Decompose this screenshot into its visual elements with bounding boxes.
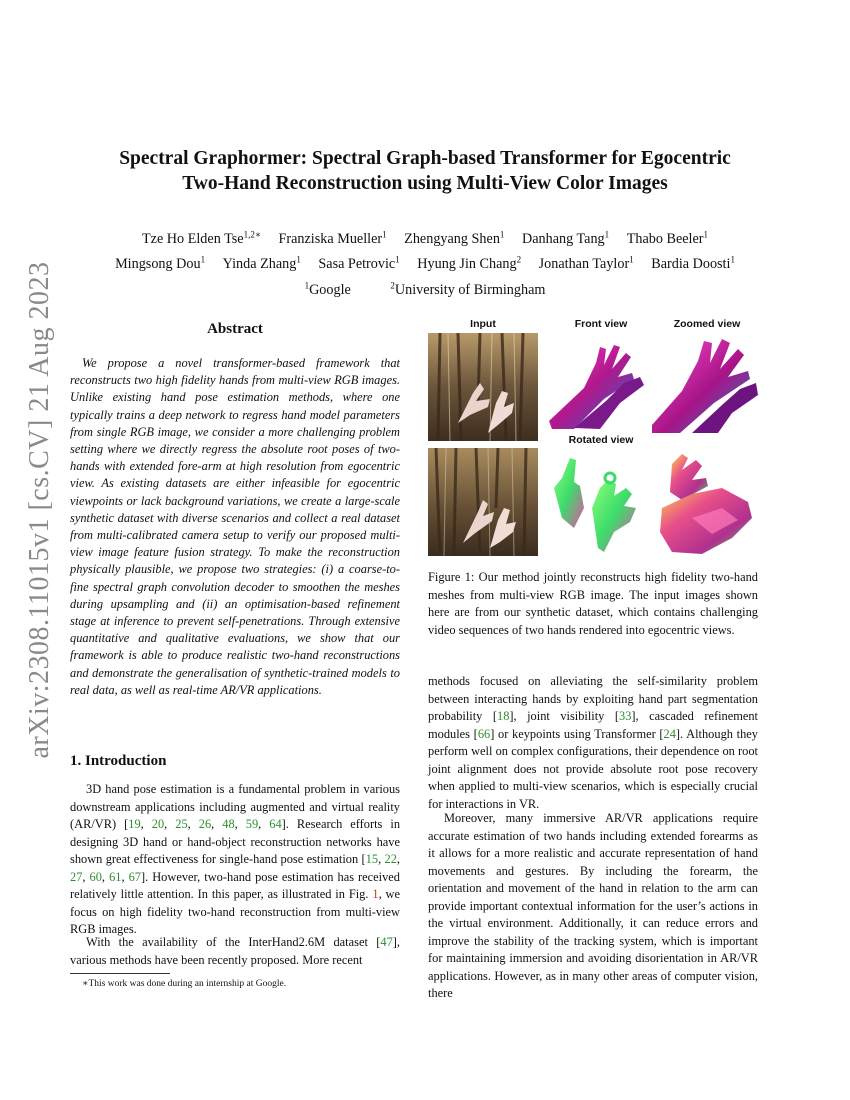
author-block (60, 224, 790, 301)
citation-link[interactable]: 67 (128, 869, 141, 884)
input-image-1 (428, 333, 538, 441)
label-input: Input (470, 318, 496, 330)
citation-link[interactable]: 64 (269, 817, 282, 831)
affiliation: $^1$Google (304, 280, 351, 299)
mesh-zoomed-view (652, 333, 758, 433)
mesh-rotated-view-2 (652, 448, 758, 556)
right-paragraph-2: Moreover, many immersive AR/VR applications require accurate estimation of two hands including extended forearms as it allows for a more realistic and accurate representation of hand movements and gestures. By including the forearm, the orientation and movement of the hand in relation to the arm can provide important contextual information for the user’s actions in the virtual environment. Additionally, it can reduce errors and improve the stability of the tracking system, which is important for maintaining immersion and avoiding disorientation in AR/VR applications. However, as in many other areas of computer vision, there (428, 811, 758, 1000)
citation-link[interactable]: 48 (222, 817, 235, 831)
author: Zhengyang Shen$^1$ (404, 229, 505, 247)
affiliations (60, 275, 790, 301)
citation-link[interactable]: 15 (365, 852, 379, 866)
authors-line-2 (60, 250, 790, 276)
mesh-front-view (544, 333, 649, 433)
right-paragraph-1: methods focused on alleviating the self-similarity problem between interacting hands by exploiting hand part segmentation probability [18], joint visibility [33], cascaded refinement modules [66] or keypoints using Transformer [24]. Although they perform well on complex configurations, their dependence on root joint alignment does not provide absolute root pose recovery when applied to multi-view scenarios, which is especially crucial for interactions in VR. (428, 674, 758, 811)
author: Thabo Beeler$^1$ (626, 229, 708, 247)
mesh-rotated-view-1 (544, 448, 649, 556)
label-front-view: Front view (574, 318, 628, 330)
author: Tze Ho Elden Tse$^{1,2∗}$ (142, 229, 261, 247)
citation-link[interactable]: 22 (384, 852, 397, 866)
input-image-2 (428, 448, 538, 556)
title-line-2: Two-Hand Reconstruction using Multi-View Color Images (182, 173, 668, 194)
author: Mingsong Dou$^1$ (115, 254, 206, 273)
citation-link[interactable]: 47 (380, 935, 393, 949)
author: Yinda Zhang$^1$ (222, 254, 301, 273)
arxiv-identifier-text: arXiv:2308.11015v1 [cs.CV] 21 Aug 2023 (24, 261, 55, 759)
affiliation: $^2$University of Birmingham (390, 280, 546, 299)
author: Franziska Mueller$^1$ (278, 229, 387, 247)
citation-link[interactable]: 18 (497, 709, 510, 723)
authors-line-1 (60, 224, 790, 250)
arxiv-identifier (20, 230, 60, 790)
label-rotated-view: Rotated view (568, 434, 634, 446)
abstract-text: We propose a novel transformer-based framework that reconstructs two high fidelity hands from multi-view RGB images. Unlike existing hand pose estimation methods, where one typically trains a deep network to regress hand model parameters from single RGB image, we consider a more challenging problem setting where we directly regress the absolute root poses of two-hands with extended fore-arm at high resolution from egocentric view. As existing datasets are either infeasible for egocentric viewpoints or lack background variations, we create a large-scale synthetic dataset with diverse scenarios and collect a real dataset from multi-calibrated camera setup to verify our proposed multi-view image feature fusion strategy. To make the reconstruction physically plausible, we propose two strategies: (i) a coarse-to-fine spectral graph convolution decoder to smoothen the meshes during upsampling and (ii) an optimisation-based refinement stage at inference to prevent self-penetrations. Through extensive quantitative and qualitative evaluations, we show that our framework is able to produce realistic two-hand reconstructions and demonstrate the generalisation of synthetic-trained models to real data, as well as real-time AR/VR applications. (70, 356, 400, 697)
figure-1 (428, 318, 758, 563)
citation-link[interactable]: 61 (109, 869, 122, 884)
intro-paragraph-1: 3D hand pose estimation is a fundamental problem in various downstream applications including augmented and virtual reality (AR/VR) [19, 20, 25, 26, 48, 59, 64]. Research efforts in designing 3D hand or hand-object reconstruction networks have shown great effectiveness for single-hand pose estimation [15, 22, 27, 60, 61, 67]. However, two-hand pose estimation has received relatively little attention. In this paper, as illustrated in Fig. 1, we focus on high fidelity two-hand reconstruction from multi-view RGB images. (70, 782, 401, 936)
citation-link[interactable]: 59 (245, 817, 259, 831)
intro-paragraph-2: With the availability of the InterHand2.6M dataset [47], various methods have been recently proposed. More recent (70, 935, 400, 967)
author: Bardia Doosti$^1$ (651, 254, 735, 273)
section-heading-introduction: 1. Introduction (70, 753, 167, 769)
figure-1-caption: Figure 1: Our method jointly reconstructs high fidelity two-hand meshes from multi-view RGB image. The input images shown here are from our synthetic dataset, which contains challenging video sequences of two hands rendered into egocentric views. (428, 570, 758, 637)
citation-link[interactable]: 20 (151, 817, 165, 831)
author: Hyung Jin Chang$^2$ (417, 254, 522, 273)
citation-link[interactable]: 25 (175, 817, 188, 831)
citation-link[interactable]: 33 (619, 709, 632, 723)
citation-link[interactable]: 27 (70, 869, 83, 884)
citation-link[interactable]: 26 (198, 817, 212, 831)
author: Jonathan Taylor$^1$ (538, 254, 634, 273)
abstract-heading: Abstract (207, 321, 263, 337)
citation-link[interactable]: 66 (477, 726, 491, 741)
citation-link[interactable]: 24 (663, 726, 676, 741)
paper-title (80, 146, 770, 196)
citation-link[interactable]: 60 (89, 869, 102, 884)
author: Danhang Tang$^1$ (521, 229, 610, 247)
footnote: ∗This work was done during an internship at Google. (82, 979, 287, 989)
label-zoomed-view: Zoomed view (673, 318, 741, 330)
author: Sasa Petrovic$^1$ (318, 254, 400, 273)
citation-link[interactable]: 19 (128, 817, 141, 831)
figure-reference-link[interactable]: 1 (372, 887, 379, 901)
footnote-rule (70, 973, 170, 974)
title-line-1: Spectral Graphormer: Spectral Graph-based Transformer for Egocentric (119, 148, 731, 169)
